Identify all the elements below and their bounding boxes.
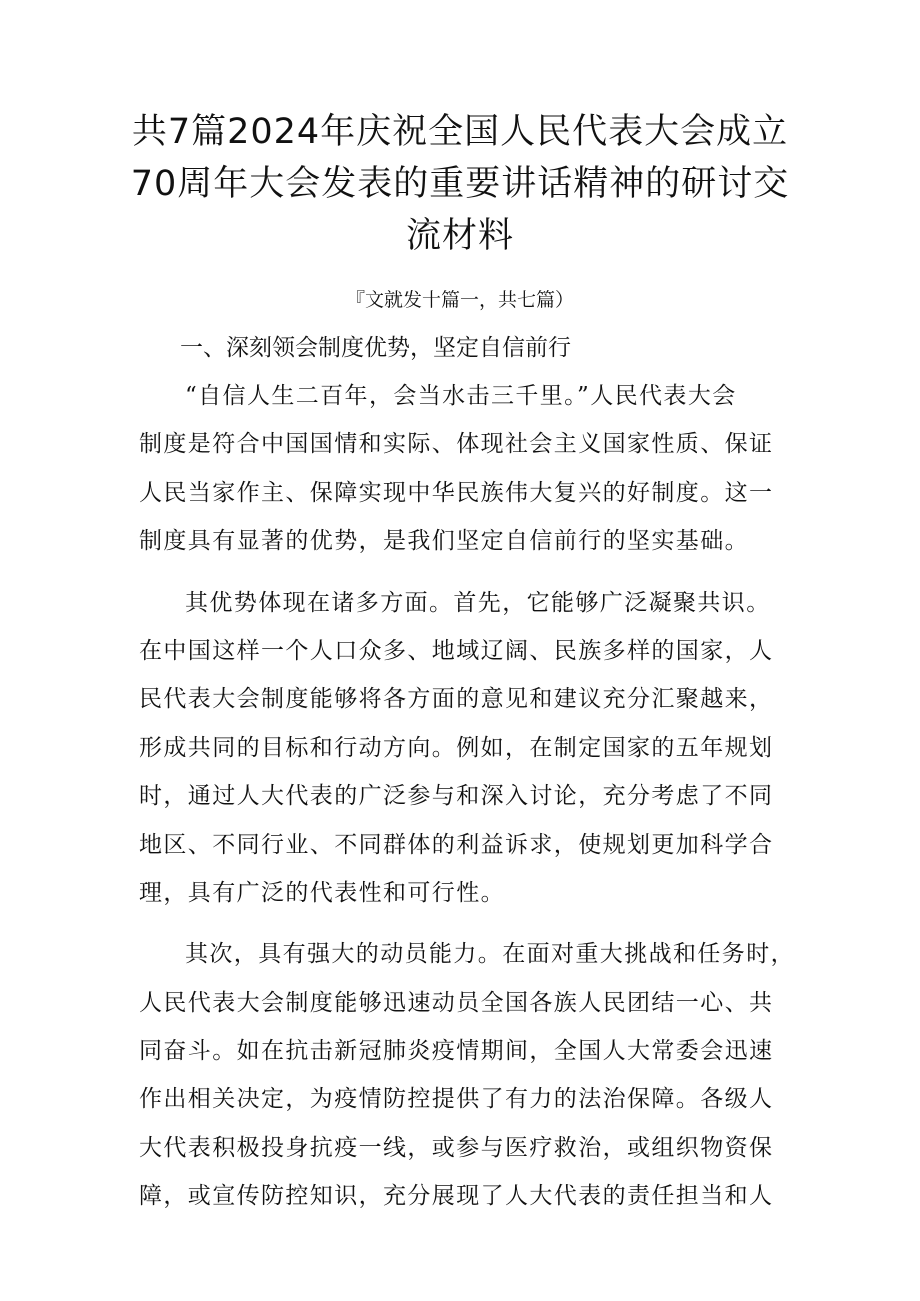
- text-line: 作出相关决定，为疫情防控提供了有力的法治保障。各级人: [139, 1086, 774, 1113]
- paragraph: [139, 930, 795, 1220]
- text-line: 制度具有显著的优势，是我们坚定自信前行的坚实基础。: [139, 528, 749, 555]
- text-line: 障，或宣传防控知识，充分展现了人大代表的责任担当和人: [139, 1183, 774, 1210]
- document-title: [110, 106, 810, 262]
- title-line: 共7篇2024年庆祝全国人民代表大会成立: [131, 112, 789, 152]
- text-line: 人民代表大会制度能够迅速动员全国各族人民团结一心、共: [139, 989, 774, 1016]
- paragraph: [139, 579, 789, 918]
- paragraph-gap: [139, 566, 789, 579]
- text-line: 制度是符合中国国情和实际、体现社会主义国家性质、保证: [139, 431, 774, 458]
- title-line: 流材料: [405, 216, 514, 256]
- document-body: [139, 372, 795, 1221]
- text-line: 大代表积极投身抗疫一线，或参与医疗救治，或组织物资保: [139, 1134, 774, 1161]
- paragraph-gap: [139, 917, 789, 930]
- paragraph: [139, 372, 789, 566]
- text-line: 在中国这样一个人口众多、地域辽阔、民族多样的国家，人: [139, 637, 774, 664]
- text-line: 其次，具有强大的动员能力。在面对重大挑战和任务时，: [185, 941, 795, 968]
- text-line: 人民当家作主、保障实现中华民族伟大复兴的好制度。这一: [139, 479, 774, 506]
- text-line: 民代表大会制度能够将各方面的意见和建议充分汇聚越来，: [139, 686, 774, 713]
- text-line: 地区、不同行业、不同群体的利益诉求，使规划更加科学合: [139, 831, 774, 858]
- section-heading: 一、深刻领会制度优势，坚定自信前行: [180, 335, 571, 361]
- text-line: 时，通过人大代表的广泛参与和深入讨论，充分考虑了不同: [139, 783, 774, 810]
- text-line: “自信人生二百年，会当水击三千里。”人民代表大会: [185, 383, 737, 409]
- text-line: 理，具有广泛的代表性和可行性。: [139, 879, 505, 906]
- text-line: 同奋斗。如在抗击新冠肺炎疫情期间，全国人大常委会迅速: [139, 1038, 774, 1065]
- document-subtitle: 『文就发十篇一，共七篇）: [345, 289, 574, 311]
- title-line: 70周年大会发表的重要讲话精神的研讨交: [130, 164, 790, 204]
- text-line: 其优势体现在诸多方面。首先，它能够广泛凝聚共识。: [185, 589, 771, 616]
- text-line: 形成共同的目标和行动方向。例如，在制定国家的五年规划: [139, 734, 774, 761]
